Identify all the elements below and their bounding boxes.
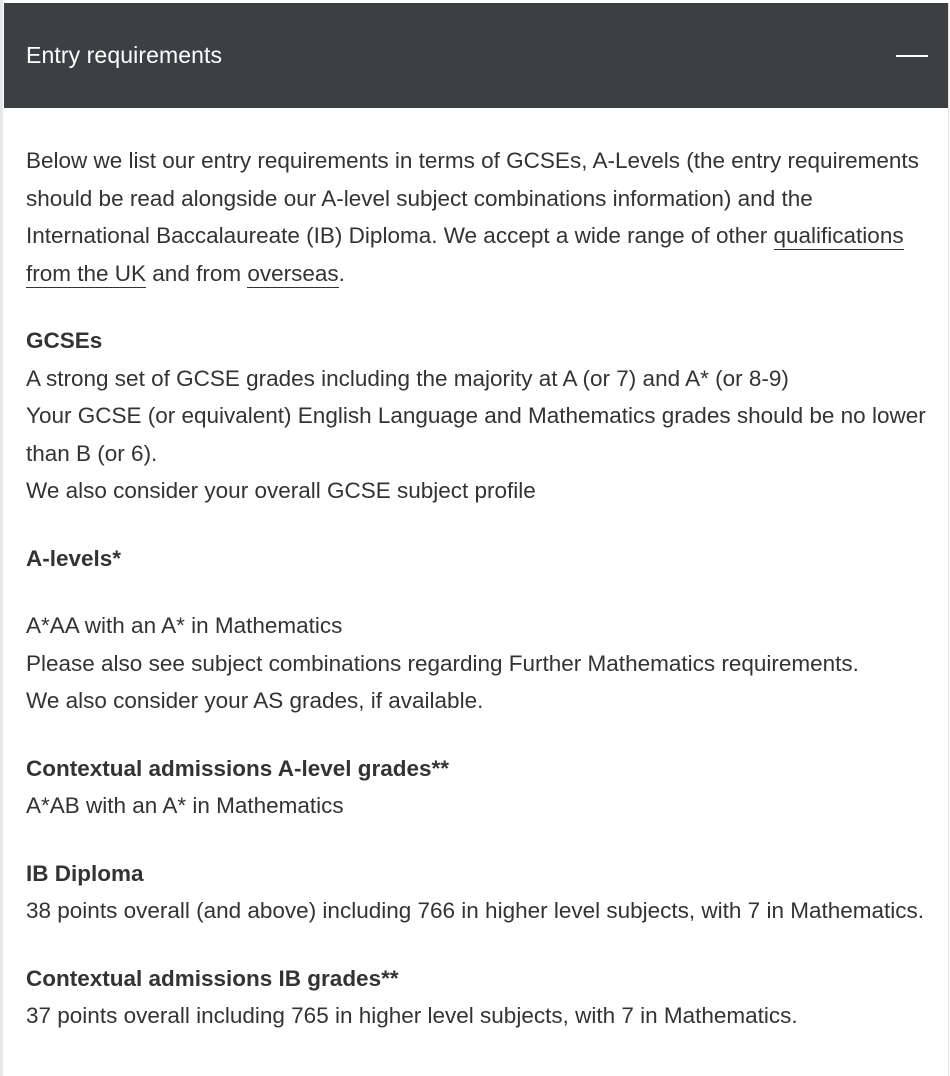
intro-text-end: . [338, 260, 345, 286]
ib-line-1: 38 points overall (and above) including 766 in higher level subjects, with 7 in Mathematics. [26, 898, 925, 923]
accordion-body [4, 108, 948, 1035]
minus-icon[interactable] [896, 55, 928, 57]
page-left-edge [0, 0, 3, 1076]
overseas-link[interactable]: overseas [247, 260, 339, 286]
uk-qualifications-link[interactable]: qualifications from the UK [26, 223, 904, 286]
contextual-ib-line-1: 37 points overall including 765 in higher level subjects, with 7 in Mathematics. [26, 1003, 798, 1028]
gcses-line-1: A strong set of GCSE grades including the majority at A (or 7) and A* (or 8-9) [26, 365, 789, 391]
gcses-line-2: Your GCSE (or equivalent) English Language and Mathematics grades should be no lower than B (or 6). [26, 403, 926, 466]
entry-requirements-accordion [4, 3, 949, 1076]
alevels-line-3: We also consider your AS grades, if available. [26, 688, 484, 713]
contextual-alevels-line-1: A*AB with an A* in Mathematics [26, 793, 344, 818]
contextual-ib-section [26, 960, 926, 1035]
ib-section [26, 855, 926, 930]
accordion-title: Entry requirements [26, 42, 223, 68]
ib-title: IB Diploma [26, 860, 144, 886]
alevels-title: A-levels* [26, 545, 122, 571]
alevels-line-1: A*AA with an A* in Mathematics [26, 613, 343, 638]
intro-text-between: and from [146, 260, 248, 286]
gcses-section [26, 322, 926, 510]
contextual-ib-title: Contextual admissions IB grades** [26, 965, 399, 991]
intro-paragraph [26, 142, 926, 292]
alevels-section [26, 540, 926, 720]
intro-text: Below we list our entry requirements in terms of GCSEs, A-Levels (the entry requirements should be read alongside our A-level subject combinations information) and the International Baccalaureate (IB) Diploma. We accept a wide range of other [26, 148, 919, 248]
alevels-line-2: Please also see subject combinations regarding Further Mathematics requirements. [26, 650, 859, 676]
gcses-line-3: We also consider your overall GCSE subject profile [26, 478, 536, 503]
contextual-alevels-title: Contextual admissions A-level grades** [26, 755, 450, 781]
accordion-header[interactable] [4, 3, 948, 108]
contextual-alevels-section [26, 750, 926, 825]
gcses-title: GCSEs [26, 328, 103, 353]
